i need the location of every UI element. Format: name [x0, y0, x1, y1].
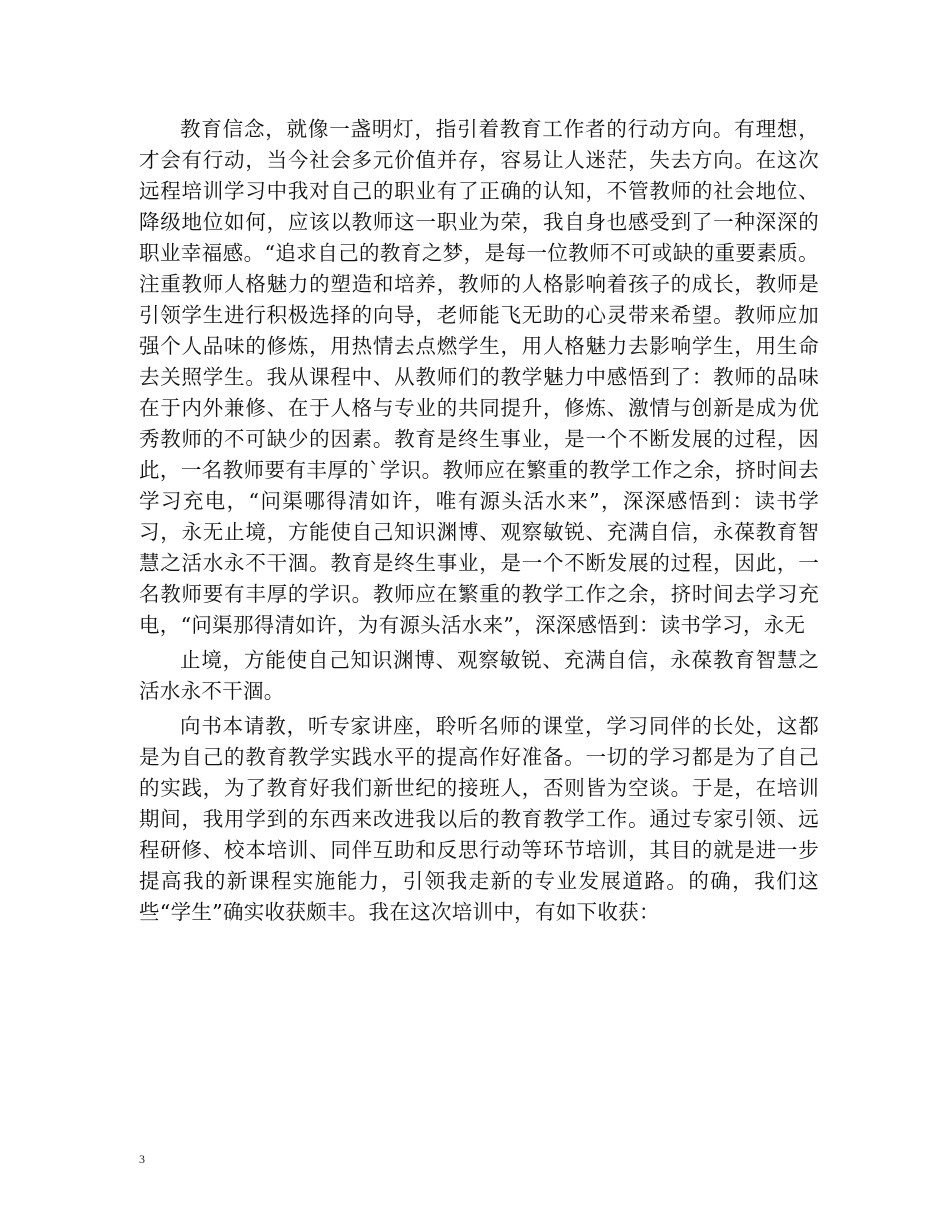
paragraph-2: 止境，方能使自己知识渊博、观察敏锐、充满自信，永葆教育智慧之活水永不干涸。 — [139, 648, 819, 703]
document-body — [139, 114, 819, 928]
paragraph-1: 教育信念，就像一盏明灯，指引着教育工作者的行动方向。有理想，才会有行动，当今社会多元价值并存，容易让人迷茫，失去方向。在这次远程培训学习中我对自己的职业有了正确的认知，不管教师的社会地位、降级地位如何，应该以教师这一职业为荣，我自身也感受到了一种深深的职业幸福感。“追求自己的教育之梦，是每一位教师不可或缺的重要素质。注重教师人格魅力的塑造和培养，教师的人格影响着孩子的成长，教师是引领学生进行积极选择的向导，老师能飞无助的心灵带来希望。教师应加强个人品味的修炼，用热情去点燃学生，用人格魅力去影响学生，用生命去关照学生。我从课程中、从教师们的教学魅力中感悟到了：教师的品味在于内外兼修、在于人格与专业的共同提升，修炼、激情与创新是成为优秀教师的不可缺少的因素。教育是终生事业，是一个不断发展的过程，因此，一名教师要有丰厚的`学识。教师应在繁重的教学工作之余，挤时间去学习充电，“问渠哪得清如许，唯有源头活水来”，深深感悟到：读书学习，永无止境，方能使自己知识渊博、观察敏锐、充满自信，永葆教育智慧之活水永不干涸。教育是终生事业，是一个不断发展的过程，因此，一名教师要有丰厚的学识。教师应在繁重的教学工作之余，挤时间去学习充电，“问渠那得清如许，为有源头活水来”，深深感悟到：读书学习，永无 — [139, 117, 819, 637]
page-number: 3 — [139, 1152, 145, 1166]
paragraph-3: 向书本请教，听专家讲座，聆听名师的课堂，学习同伴的长处，这都是为自己的教育教学实践水平的提高作好准备。一切的学习都是为了自己的实践，为了教育好我们新世纪的接班人，否则皆为空谈。于是，在培训期间，我用学到的东西来改进我以后的教育教学工作。通过专家引领、远程研修、校本培训、同伴互助和反思行动等环节培训，其目的就是进一步提高我的新课程实施能力，引领我走新的专业发展道路。的确，我们这些“学生”确实收获颇丰。我在这次培训中，有如下收获： — [139, 714, 819, 924]
